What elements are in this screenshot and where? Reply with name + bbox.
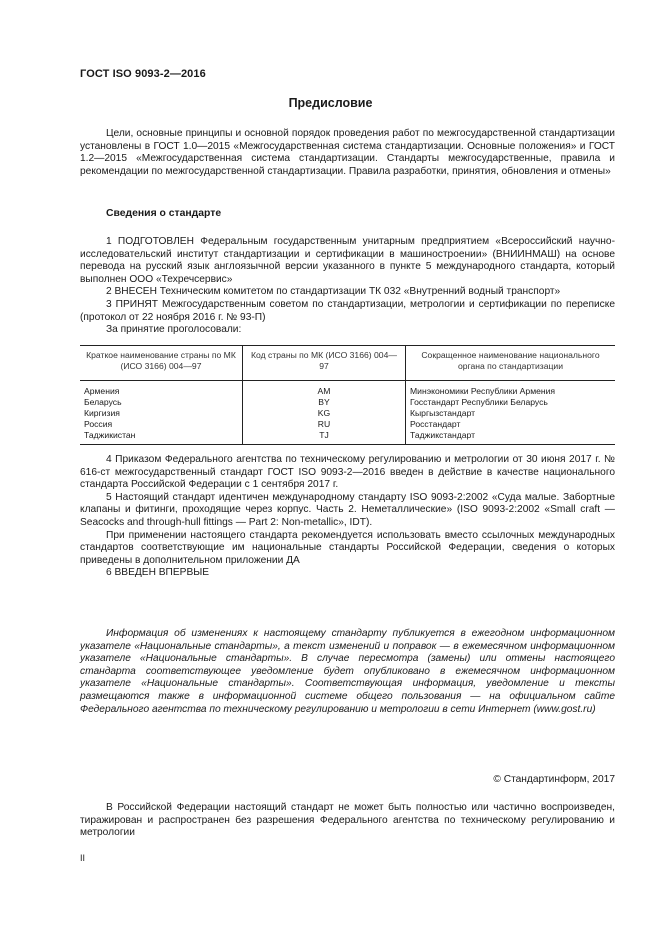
code-cell: AM (243, 381, 406, 398)
intro-paragraph: Цели, основные принципы и основной порядок проведения работ по межгосударственной стандартизации установлены в ГОСТ 1.0—2015 «Межгосударственная система стандартизации. Основные положения» и ГОСТ 1.2—2015 «Межгосударственная система стандартизации. Стандарты межгосударственные, правила и рекомендации по межгосударственной стандартизации. Правила разработки, принятия, обновления и отмены» (80, 128, 615, 177)
page-number: II (80, 853, 86, 863)
country-cell: Киргизия (84, 408, 120, 418)
body-cell: Минэкономики Республики Армения (406, 381, 616, 398)
item-2-submitted: 2 ВНЕСЕН Техническим комитетом по стандартизации ТК 032 «Внутренний водный транспорт» (106, 286, 561, 298)
item-1-prepared: 1 ПОДГОТОВЛЕН Федеральным государственным унитарным предприятием «Всероссийский научно-исследовательский институт стандартизации и сертификации в машиностроении» (ВНИИНМАШ) на основе перевода на русский язык англоязычной версии указанного в пункте 5 международного стандарта, который выполнен ООО «Техречсервис» (80, 236, 615, 285)
table-header-row (80, 346, 615, 381)
code-cell: TJ (243, 430, 406, 445)
body-cell: Росстандарт (406, 419, 616, 430)
restriction-block (80, 802, 615, 840)
body-cell: Таджикстандарт (406, 430, 616, 445)
page-title: Предисловие (288, 96, 373, 110)
intro-paragraph-block (80, 128, 615, 178)
item-3-vote-caption: За принятие проголосовали: (106, 324, 242, 336)
standard-info-block-continued (80, 454, 615, 580)
standard-code-header: ГОСТ ISO 9093-2—2016 (80, 68, 206, 80)
reproduction-restriction: В Российской Федерации настоящий стандарт не может быть полностью или частично воспроизведен, тиражирован и распространен без разрешения Федерального агентства по техническому регулированию и метрологии (80, 802, 615, 839)
table-row (80, 408, 615, 419)
table-row (80, 381, 615, 398)
item-6-first-introduced: 6 ВВЕДЕН ВПЕРВЫЕ (106, 567, 210, 579)
country-cell: Россия (84, 419, 113, 429)
column-header-code: Код страны по МК (ИСО 3166) 004—97 (243, 346, 406, 381)
column-header-body: Сокращенное наименование национального органа по стандартизации (406, 346, 616, 381)
item-4-enactment: 4 Приказом Федерального агентства по техническому регулированию и метрологии от 30 июня 2017 г. № 616-ст межгосударственный стандарт ГОСТ ISO 9093-2—2016 введен в действие в качестве национального стандарта Российской Федерации с 1 сентября 2017 г. (80, 454, 615, 491)
code-cell: BY (243, 397, 406, 408)
body-cell: Госстандарт Республики Беларусь (406, 397, 616, 408)
code-cell: KG (243, 408, 406, 419)
table-row (80, 397, 615, 408)
body-cell: Кыргызстандарт (406, 408, 616, 419)
code-cell: RU (243, 419, 406, 430)
changes-info-notice-block (80, 628, 615, 716)
voting-countries-table (80, 345, 615, 445)
table-row (80, 430, 615, 445)
standard-info-block (80, 236, 615, 337)
item-5-identical: 5 Настоящий стандарт идентичен международному стандарту ISO 9093-2:2002 «Суда малые. Забортные клапаны и фитинги, проходящие через корпус. Часть 2. Неметаллические» (ISO 9093-2:2002 «Small craft — Seacocks and through-hull fittings — Part 2: Non-metallic», IDT). (80, 491, 615, 528)
item-3-adopted: 3 ПРИНЯТ Межгосударственным советом по стандартизации, метрологии и сертификации по переписке (протокол от 22 ноября 2016 г. № 93-П) (80, 298, 615, 323)
country-cell: Таджикистан (80, 430, 243, 445)
section-heading: Сведения о стандарте (106, 208, 222, 219)
item-5-note: При применении настоящего стандарта рекомендуется использовать вместо ссылочных международных стандартов соответствующие им национальные стандарты Российской Федерации, сведения о которых приведены в дополнительном приложении ДА (80, 529, 615, 566)
country-cell: Армения (84, 386, 120, 396)
table-row (80, 419, 615, 430)
column-header-country: Краткое наименование страны по МК (ИСО 3166) 004—97 (80, 346, 243, 381)
changes-info-notice: Информация об изменениях к настоящему стандарту публикуется в ежегодном информационном указателе «Национальные стандарты», а текст изменений и поправок — в ежемесячном информационном указателе «Национальные стандарты». В случае пересмотра (замены) или отмены настоящего стандарта соответствующее уведомление будет опубликовано в ежемесячном информационном указателе «Национальные стандарты». Соответствующая информация, уведомление и тексты размещаются также в информационной системе общего пользования — на официальном сайте Федерального агентства по техническому регулированию и метрологии в сети Интернет (www.gost.ru) (80, 628, 615, 715)
copyright-line: © Стандартинформ, 2017 (493, 774, 615, 785)
country-cell: Беларусь (84, 397, 122, 407)
